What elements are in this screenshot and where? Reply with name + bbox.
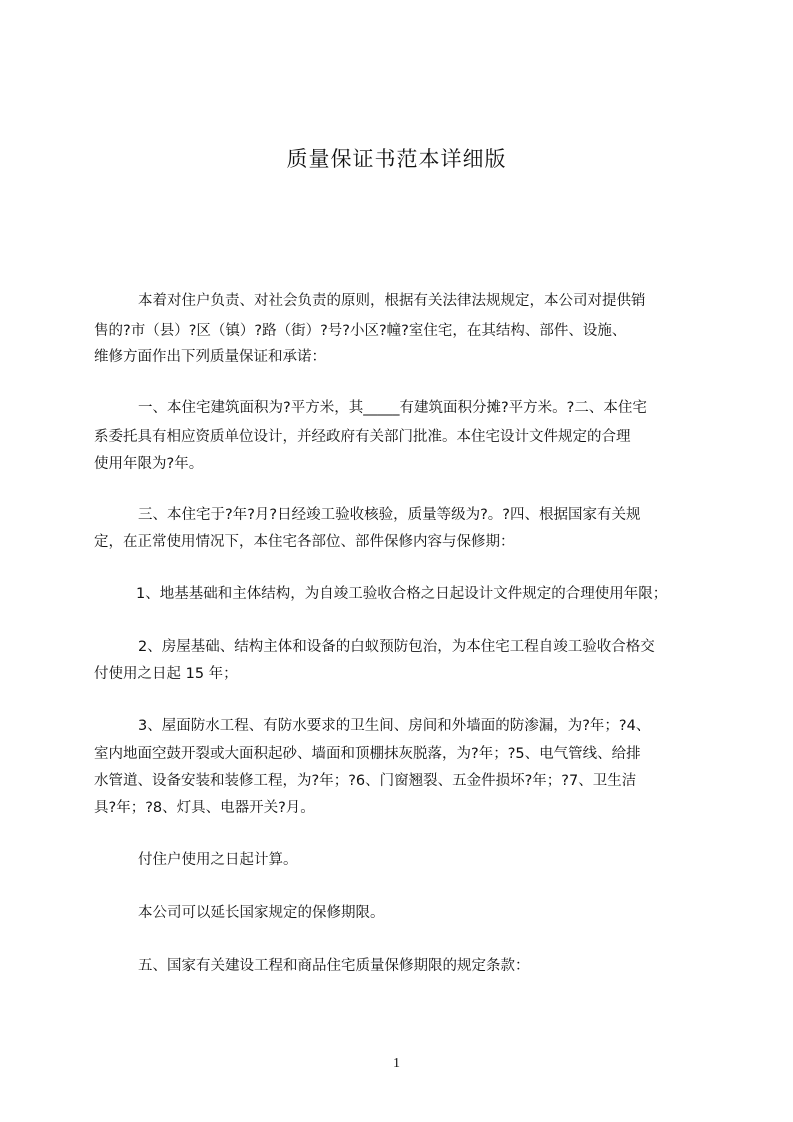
paragraph-line: 一、本住宅建筑面积为?平方米，其_____有建筑面积分摊?平方米。?二、本住宅 xyxy=(138,400,647,416)
document-title: 质量保证书范本详细版 xyxy=(286,147,507,171)
paragraph-line: 具?年；?8、灯具、电器开关?月。 xyxy=(94,800,315,816)
paragraph-line: 使用年限为?年。 xyxy=(94,456,204,472)
paragraph-line: 三、本住宅于?年?月?日经竣工验收核验，质量等级为?。?四、根据国家有关规 xyxy=(138,507,641,523)
paragraph-line: 本公司可以延长国家规定的保修期限。 xyxy=(138,905,385,921)
paragraph-line: 水管道、设备安装和装修工程，为?年；?6、门窗翘裂、五金件损坏?年；?7、卫生洁 xyxy=(94,773,637,789)
paragraph-line: 定，在正常使用情况下，本住宅各部位、部件保修内容与保修期： xyxy=(94,534,515,550)
paragraph-line: 系委托具有相应资质单位设计，并经政府有关部门批准。本住宅设计文件规定的合理 xyxy=(94,429,631,445)
page-number: 1 xyxy=(393,1056,400,1071)
paragraph-line: 维修方面作出下列质量保证和承诺： xyxy=(94,349,326,365)
paragraph-line: 2、房屋基础、结构主体和设备的白蚁预防包治，为本住宅工程自竣工验收合格交 xyxy=(138,639,655,655)
paragraph-line: 本着对住户负责、对社会负责的原则，根据有关法律法规规定，本公司对提供销 xyxy=(138,293,646,309)
paragraph-line: 室内地面空鼓开裂或大面积起砂、墙面和顶棚抹灰脱落，为?年；?5、电气管线、给排 xyxy=(94,746,641,762)
paragraph-line: 付使用之日起 15 年； xyxy=(94,666,238,682)
paragraph-line: 售的?市（县）?区（镇）?路（街）?号?小区?幢?室住宅，在其结构、部件、设施、 xyxy=(94,323,627,339)
paragraph-line: 付住户使用之日起计算。 xyxy=(138,852,298,868)
paragraph-line: 3、屋面防水工程、有防水要求的卫生间、房间和外墙面的防渗漏，为?年；?4、 xyxy=(138,718,651,734)
paragraph-line: 1、地基基础和主体结构，为自竣工验收合格之日起设计文件规定的合理使用年限； xyxy=(136,586,668,602)
paragraph-line: 五、国家有关建设工程和商品住宅质量保修期限的规定条款： xyxy=(138,958,530,974)
